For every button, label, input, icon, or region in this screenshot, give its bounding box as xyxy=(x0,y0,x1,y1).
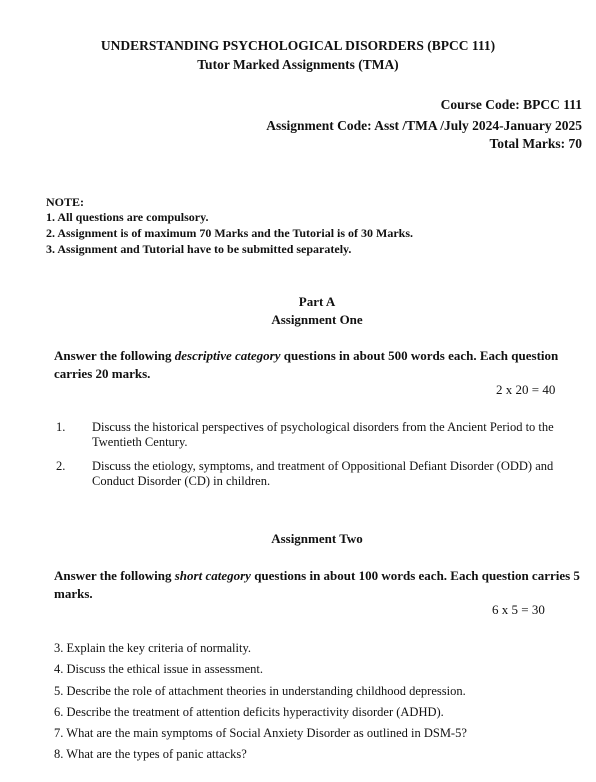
short-question: 8. What are the types of panic attacks? xyxy=(54,747,247,761)
note-item: 1. All questions are compulsory. xyxy=(46,210,209,224)
document-title: UNDERSTANDING PSYCHOLOGICAL DISORDERS (BPCC 111) xyxy=(100,38,496,53)
note-heading: NOTE: xyxy=(46,195,85,209)
assignment-one-marks: 2 x 20 = 40 xyxy=(496,382,556,397)
assignment-two-marks: 6 x 5 = 30 xyxy=(492,602,545,617)
short-question: 4. Discuss the ethical issue in assessment. xyxy=(54,662,263,676)
short-question: 7. What are the main symptoms of Social Anxiety Disorder as outlined in DSM-5? xyxy=(54,726,467,740)
course-code: Course Code: BPCC 111 xyxy=(440,97,582,112)
instruction-text: Answer the following xyxy=(54,568,175,583)
note-item: 3. Assignment and Tutorial have to be submitted separately. xyxy=(46,242,352,256)
assignment-two-instruction xyxy=(54,567,584,603)
part-label: Part A xyxy=(298,294,336,309)
instruction-text: Answer the following xyxy=(54,348,175,363)
question-number: 1. xyxy=(56,420,66,434)
instruction-emphasis: short category xyxy=(174,568,251,583)
note-item: 2. Assignment is of maximum 70 Marks and the Tutorial is of 30 Marks. xyxy=(46,226,414,240)
short-question: 5. Describe the role of attachment theories in understanding childhood depression. xyxy=(54,684,466,698)
short-question: 6. Describe the treatment of attention deficits hyperactivity disorder (ADHD). xyxy=(54,705,444,719)
assignment-one-instruction xyxy=(54,347,584,383)
assignment-code: Assignment Code: Asst /TMA /July 2024-January 2025 xyxy=(266,118,582,133)
question-text: Discuss the etiology, symptoms, and treatment of Oppositional Defiant Disorder (ODD) and Conduct Disorder (CD) in children. xyxy=(92,459,554,488)
total-marks: Total Marks: 70 xyxy=(489,136,582,151)
instruction-emphasis: descriptive category xyxy=(174,348,281,363)
short-question: 3. Explain the key criteria of normality. xyxy=(54,641,252,655)
question-number: 2. xyxy=(56,459,66,473)
instruction-text: questions in about 100 words each. Each question carries 5 marks. xyxy=(54,568,580,601)
question-text: Discuss the historical perspectives of psychological disorders from the Ancient Period to the Twentieth Century. xyxy=(92,420,554,449)
assignment-one-title: Assignment One xyxy=(271,312,363,327)
instruction-text: questions in about 500 words each. Each question carries 20 marks. xyxy=(54,348,559,381)
assignment-two-title: Assignment Two xyxy=(271,531,363,546)
document-subtitle: Tutor Marked Assignments (TMA) xyxy=(197,57,399,72)
